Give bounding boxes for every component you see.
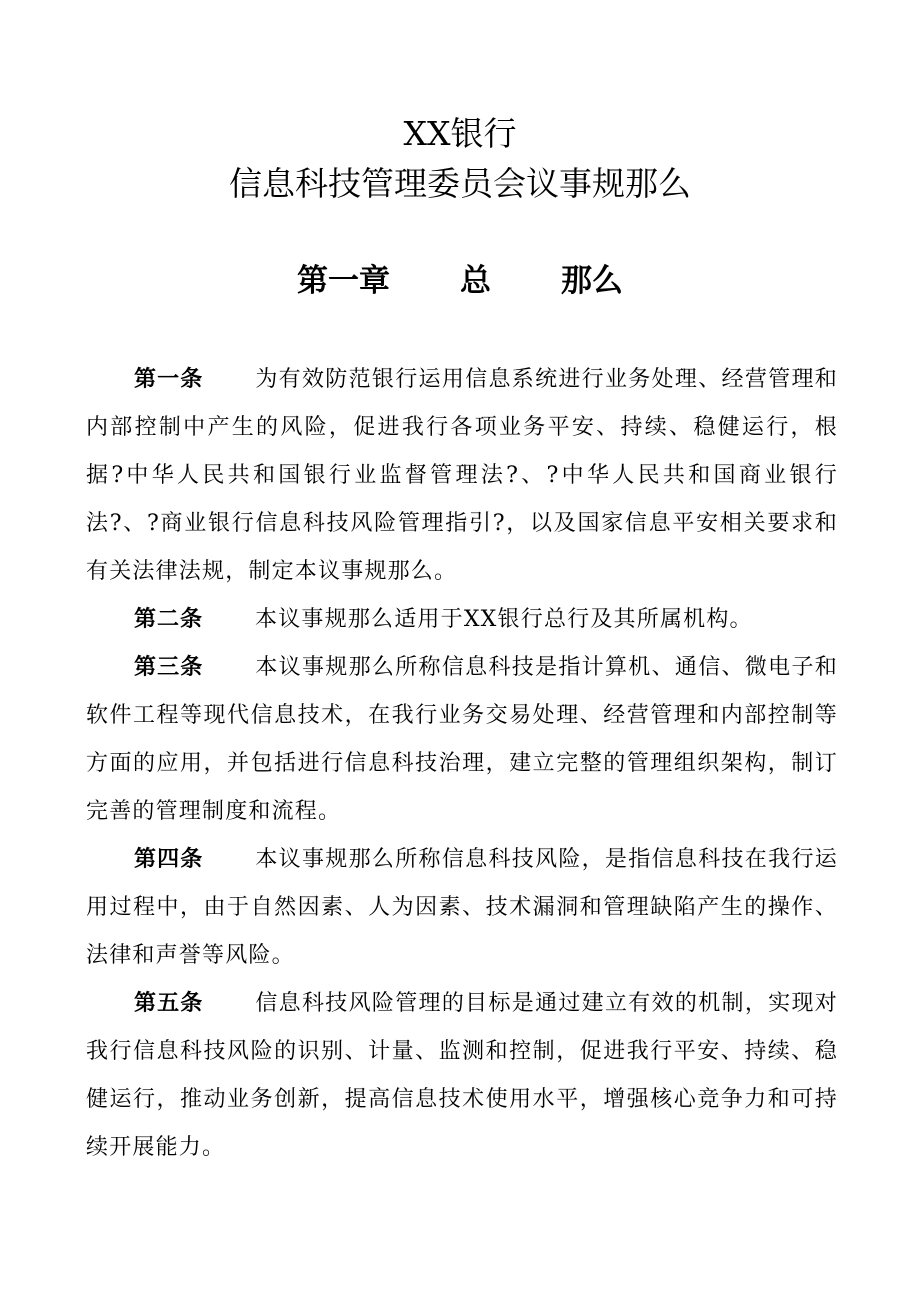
article-text: 为有效防范银行运用信息系统进行业务处理、经营管理和内部控制中产生的风险，促进我行各项业务平安、持续、稳健运行，根据?中华人民共和国银行业监督管理法?、?中华人民共和国商业银行法?、?商业银行信息科技风险管理指引?，以及国家信息平安相关要求和有关法律法规，制定本议事规那么。: [86, 367, 838, 584]
chapter-number: 第一章: [297, 263, 390, 299]
article-5: [86, 980, 838, 1172]
article-label: 第五条: [134, 991, 204, 1016]
chapter-word-2: 那么: [561, 263, 623, 299]
article-label: 第二条: [134, 607, 204, 632]
article-4: [86, 836, 838, 980]
document-body: [86, 356, 838, 1172]
article-label: 第一条: [134, 367, 204, 392]
article-text: 本议事规那么所称信息科技是指计算机、通信、微电子和软件工程等现代信息技术，在我行业务交易处理、经营管理和内部控制等方面的应用，并包括进行信息科技治理，建立完整的管理组织架构，制订完善的管理制度和流程。: [86, 655, 838, 824]
article-text: 本议事规那么适用于XX银行总行及其所属机构。: [255, 607, 753, 632]
article-text: 信息科技风险管理的目标是通过建立有效的机制，实现对我行信息科技风险的识别、计量、监测和控制，促进我行平安、持续、稳健运行，推动业务创新，提高信息技术使用水平，增强核心竞争力和可持续开展能力。: [86, 991, 838, 1160]
document-title-bank: XX银行: [403, 114, 517, 153]
article-3: [86, 644, 838, 836]
document-title-rules: 信息科技管理委员会议事规那么: [229, 164, 691, 203]
article-label: 第四条: [134, 847, 204, 872]
chapter-heading: [0, 259, 920, 303]
article-1: [86, 356, 838, 596]
chapter-word-1: 总: [460, 263, 491, 299]
article-text: 本议事规那么所称信息科技风险，是指信息科技在我行运用过程中，由于自然因素、人为因素、技术漏洞和管理缺陷产生的操作、法律和声誉等风险。: [86, 847, 838, 968]
article-2: [86, 596, 838, 644]
article-label: 第三条: [134, 655, 204, 680]
